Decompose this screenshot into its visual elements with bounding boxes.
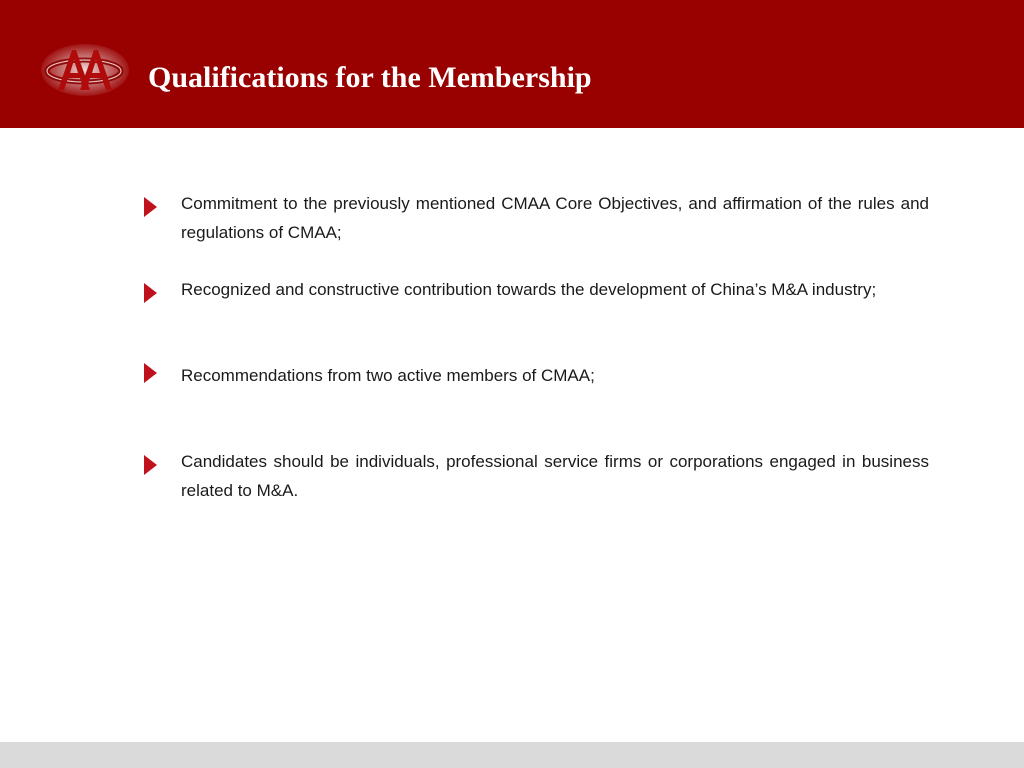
header-band: [0, 0, 1024, 128]
cmaa-logo-icon: [40, 38, 130, 98]
red-triangle-bullet-icon: [143, 361, 159, 385]
list-item: [140, 362, 930, 422]
red-triangle-bullet-icon: [143, 195, 159, 219]
bullet-text: Recommendations from two active members of CMAA;: [181, 366, 595, 385]
red-triangle-bullet-icon: [143, 453, 159, 477]
list-item: [140, 448, 934, 508]
list-item: [140, 276, 930, 336]
bullet-text: Recognized and constructive contribution towards the development of China’s M&A industry;: [181, 280, 877, 299]
footer-band: [0, 742, 1024, 768]
list-item: [140, 190, 939, 250]
page-title: Qualifications for the Membership: [148, 61, 592, 94]
red-triangle-bullet-icon: [143, 281, 159, 305]
bullet-text: Candidates should be individuals, professional service firms or corporations engaged in business related to M&A.: [181, 452, 934, 500]
bullet-text: Commitment to the previously mentioned CMAA Core Objectives, and affirmation of the rules and regulations of CMAA;: [181, 194, 939, 242]
